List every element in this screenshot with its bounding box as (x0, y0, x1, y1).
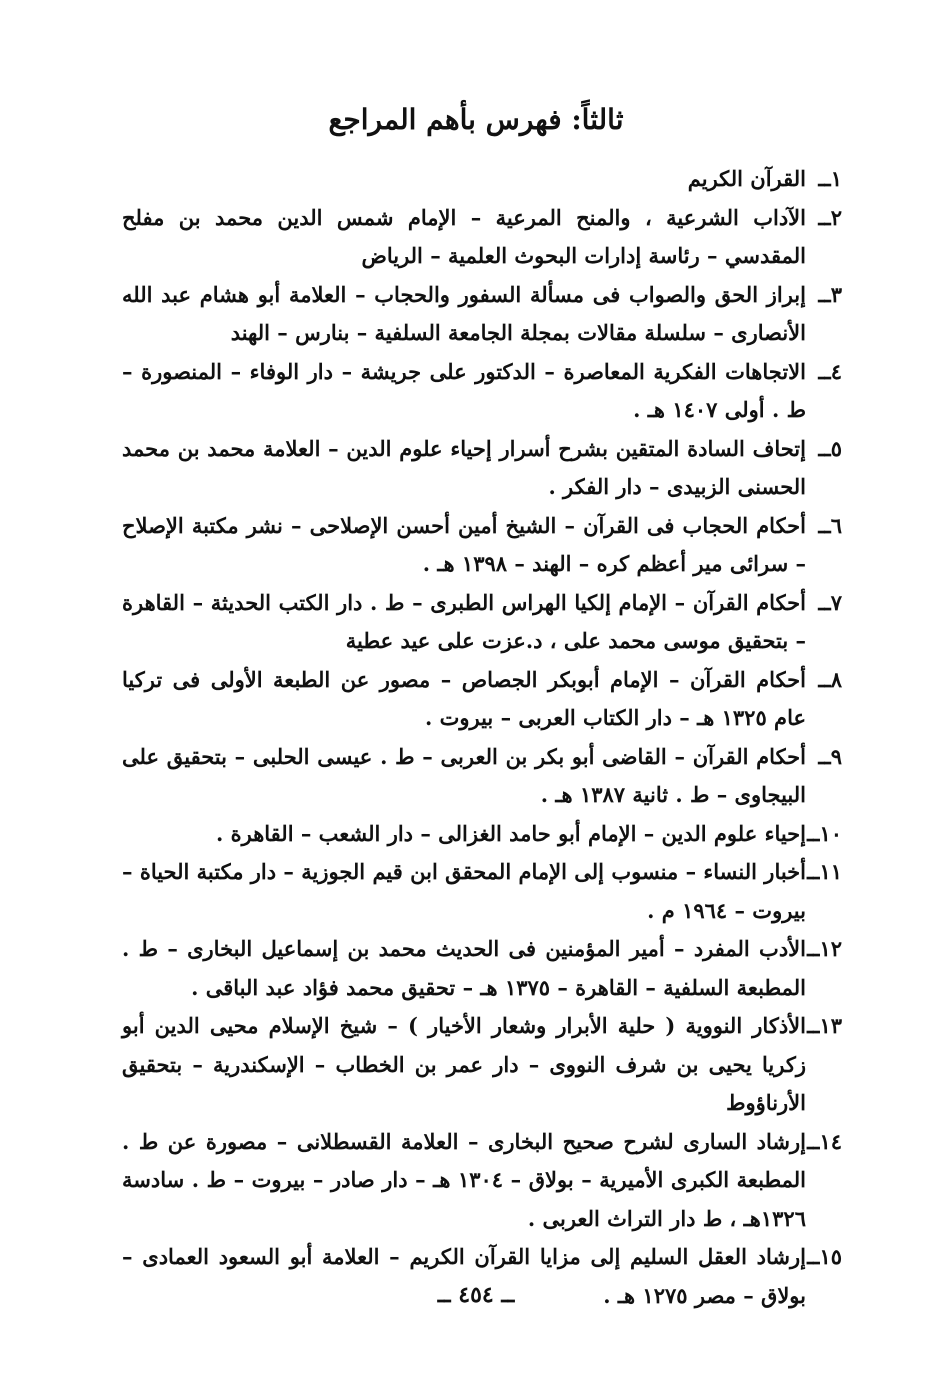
reference-text: إبراز الحق والصواب فى مسألة السفور والحجاب – العلامة أبو هشام عبد الله الأنصارى – سلسلة مقالات بمجلة الجامعة السلفية – بنارس – الهند (122, 281, 806, 345)
reference-item (122, 276, 842, 353)
reference-number: ١٥ــ (807, 1244, 842, 1269)
reference-text: الآداب الشرعية ، والمنح المرعية – الإمام شمس الدين محمد بن مفلح المقدسي – رئاسة إدارات البحوث العلمية – الرياض (122, 204, 806, 268)
reference-number: ١٠ــ (807, 820, 842, 846)
reference-text: أحكام القرآن – الإمام أبوبكر الجصاص – مصور عن الطبعة الأولى فى تركيا عام ١٣٢٥ هـ – دار الكتاب العربى – بيروت . (122, 666, 806, 730)
reference-item (122, 853, 842, 930)
reference-text: أخبار النساء – منسوب إلى الإمام المحقق ابن قيم الجوزية – دار مكتبة الحياة – بيروت – ١٩٦٤ م . (122, 859, 806, 923)
reference-number: ١٢ــ (807, 936, 842, 961)
reference-number: ١٤ــ (807, 1128, 842, 1154)
reference-text: إرشاد العقل السليم إلى مزايا القرآن الكريم – العلامة أبو السعود العمادى – بولاق – مصر ١٢٧٥ هـ . (122, 1244, 806, 1308)
references-list (122, 160, 842, 1315)
reference-text: أحكام الحجاب فى القرآن – الشيخ أمين أحسن الإصلاحى – نشر مكتبة الإصلاح – سرائى مير أعظم كره – الهند – ١٣٩٨ هـ . (122, 512, 806, 576)
reference-item (122, 353, 842, 430)
reference-number: ٥ــ (818, 435, 842, 461)
reference-number: ١٣ــ (807, 1013, 842, 1038)
reference-text: الاتجاهات الفكرية المعاصرة – الدكتور على جريشة – دار الوفاء – المنصورة – ط . أولى ١٤٠٧ هـ . (122, 358, 806, 422)
reference-number: ٨ــ (818, 666, 842, 692)
reference-item (122, 815, 842, 854)
reference-item (122, 507, 842, 584)
reference-number: ٧ــ (818, 589, 842, 615)
reference-text: القرآن الكريم (687, 166, 806, 191)
reference-number: ١ــ (818, 166, 842, 191)
reference-number: ٢ــ (818, 204, 842, 230)
reference-item (122, 1123, 842, 1239)
reference-text: الأذكار النووية ( حلية الأبرار وشعار الأخيار ) – شيخ الإسلام محيى الدين أبو زكريا يحيى بن شرف النووى – دار عمر بن الخطاب – الإسكندرية – بتحقيق الأرناؤوط (122, 1013, 806, 1115)
reference-item (122, 584, 842, 661)
reference-item (122, 160, 842, 199)
reference-number: ٩ــ (818, 743, 842, 769)
reference-text: إرشاد السارى لشرح صحيح البخارى – العلامة القسطلانى – مصورة عن ط . المطبعة الكبرى الأميرية – بولاق – ١٣٠٤ هـ – دار صادر – بيروت – ط . سادسة ١٣٢٦هـ ، ط دار التراث العربى . (122, 1128, 807, 1231)
page-title: ثالثاً: فهرس بأهم المراجع (328, 103, 624, 136)
reference-item (122, 1007, 842, 1123)
reference-item (122, 430, 842, 507)
reference-text: أحكام القرآن – القاضى أبو بكر بن العربى – ط . عيسى الحلبى – بتحقيق على البيجاوى – ط . ثانية ١٣٨٧ هـ . (122, 743, 806, 807)
reference-item (122, 738, 842, 815)
reference-item (122, 930, 842, 1007)
reference-text: أحكام القرآن – الإمام إلكيا الهراس الطبرى – ط . دار الكتب الحديثة – القاهرة – بتحقيق موسى محمد على ، د.عزت على عيد عطية (122, 589, 806, 653)
reference-text: إتحاف السادة المتقين بشرح أسرار إحياء علوم الدين – العلامة محمد بن محمد الحسنى الزبيدى – دار الفكر . (122, 435, 806, 499)
reference-item (122, 199, 842, 276)
reference-number: ٣ــ (818, 281, 842, 307)
page-number: ــ ٤٥٤ ــ (437, 1282, 515, 1308)
reference-number: ١١ــ (807, 859, 842, 884)
reference-number: ٤ــ (818, 358, 842, 384)
reference-item (122, 661, 842, 738)
reference-text: الأدب المفرد – أمير المؤمنين فى الحديث محمد بن إسماعيل البخارى – ط . المطبعة السلفية – القاهرة – ١٣٧٥ هـ – تحقيق محمد فؤاد عبد الباقى . (122, 936, 806, 1000)
reference-text: إحياء علوم الدين – الإمام أبو حامد الغزالى – دار الشعب – القاهرة . (216, 820, 806, 846)
reference-number: ٦ــ (818, 512, 842, 538)
